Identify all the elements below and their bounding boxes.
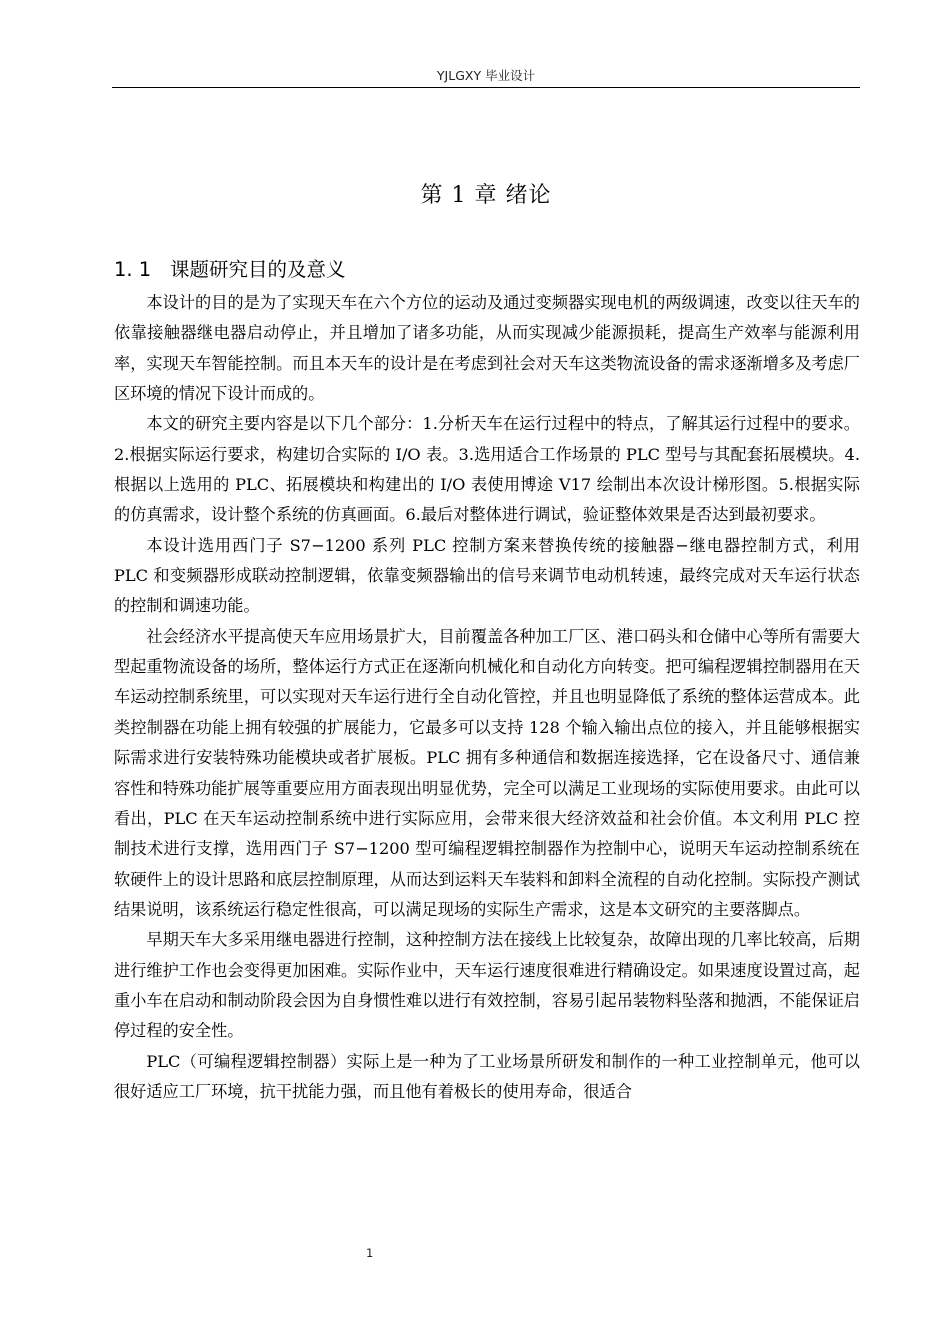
section-title: 课题研究目的及意义 [170, 258, 346, 281]
page-header: YJLGXY 毕业设计 [436, 68, 536, 83]
header-divider [112, 87, 860, 88]
section-heading [114, 254, 346, 282]
page-number: 1 [366, 1246, 374, 1260]
paragraph: 本设计选用西门子 S7−1200 系列 PLC 控制方案来替换传统的接触器−继电器控制方式，利用 PLC 和变频器形成联动控制逻辑，依靠变频器输出的信号来调节电动机转速，最终完成对天车运行状态的控制和调速功能。 [114, 535, 860, 616]
section-number: 1. 1 [114, 258, 152, 281]
chapter-title: 第 1 章 绪论 [420, 183, 552, 208]
body-text [114, 288, 860, 1107]
paragraph: 社会经济水平提高使天车应用场景扩大，目前覆盖各种加工厂区、港口码头和仓储中心等所有需要大型起重物流设备的场所，整体运行方式正在逐渐向机械化和自动化方向转变。把可编程逻辑控制器用在天车运动控制系统里，可以实现对天车运行进行全自动化管控，并且也明显降低了系统的整体运营成本。此类控制器在功能上拥有较强的扩展能力，它最多可以支持 128 个输入输出点位的接入，并且能够根据实际需求进行安装特殊功能模块或者扩展板。PLC 拥有多种通信和数据连接选择，它在设备尺寸、通信兼容性和特殊功能扩展等重要应用方面表现出明显优势，完全可以满足工业现场的实际使用要求。由此可以看出，PLC 在天车运动控制系统中进行实际应用，会带来很大经济效益和社会价值。本文利用 PLC 控制技术进行支撑，选用西门子 S7−1200 型可编程逻辑控制器作为控制中心，说明天车运动控制系统在软硬件上的设计思路和底层控制原理，从而达到运料天车装料和卸料全流程的自动化控制。实际投产测试结果说明，该系统运行稳定性很高，可以满足现场的实际生产需求，这是本文研究的主要落脚点。 [114, 626, 860, 919]
paragraph: 早期天车大多采用继电器进行控制，这种控制方法在接线上比较复杂，故障出现的几率比较高，后期进行维护工作也会变得更加困难。实际作业中，天车运行速度很难进行精确设定。如果速度设置过高，起重小车在启动和制动阶段会因为自身惯性难以进行有效控制，容易引起吊装物料坠落和抛洒，不能保证启停过程的安全性。 [114, 930, 860, 1041]
paragraph: 本设计的目的是为了实现天车在六个方位的运动及通过变频器实现电机的两级调速，改变以往天车的依靠接触器继电器启动停止，并且增加了诸多功能，从而实现减少能源损耗，提高生产效率与能源利用率，实现天车智能控制。而且本天车的设计是在考虑到社会对天车这类物流设备的需求逐渐增多及考虑厂区环境的情况下设计而成的。 [114, 293, 860, 404]
paragraph: PLC（可编程逻辑控制器）实际上是一种为了工业场景所研发和制作的一种工业控制单元，他可以很好适应工厂环境，抗干扰能力强，而且他有着极长的使用寿命，很适合 [114, 1051, 860, 1101]
paragraph: 本文的研究主要内容是以下几个部分：1.分析天车在运行过程中的特点，了解其运行过程中的要求。2.根据实际运行要求，构建切合实际的 I/O 表。3.选用适合工作场景的 PLC 型号与其配套拓展模块。4.根据以上选用的 PLC、拓展模块和构建出的 I/O 表使用博途 V17 绘制出本次设计梯形图。5.根据实际的仿真需求，设计整个系统的仿真画面。6.最后对整体进行调试，验证整体效果是否达到最初要求。 [114, 414, 860, 525]
